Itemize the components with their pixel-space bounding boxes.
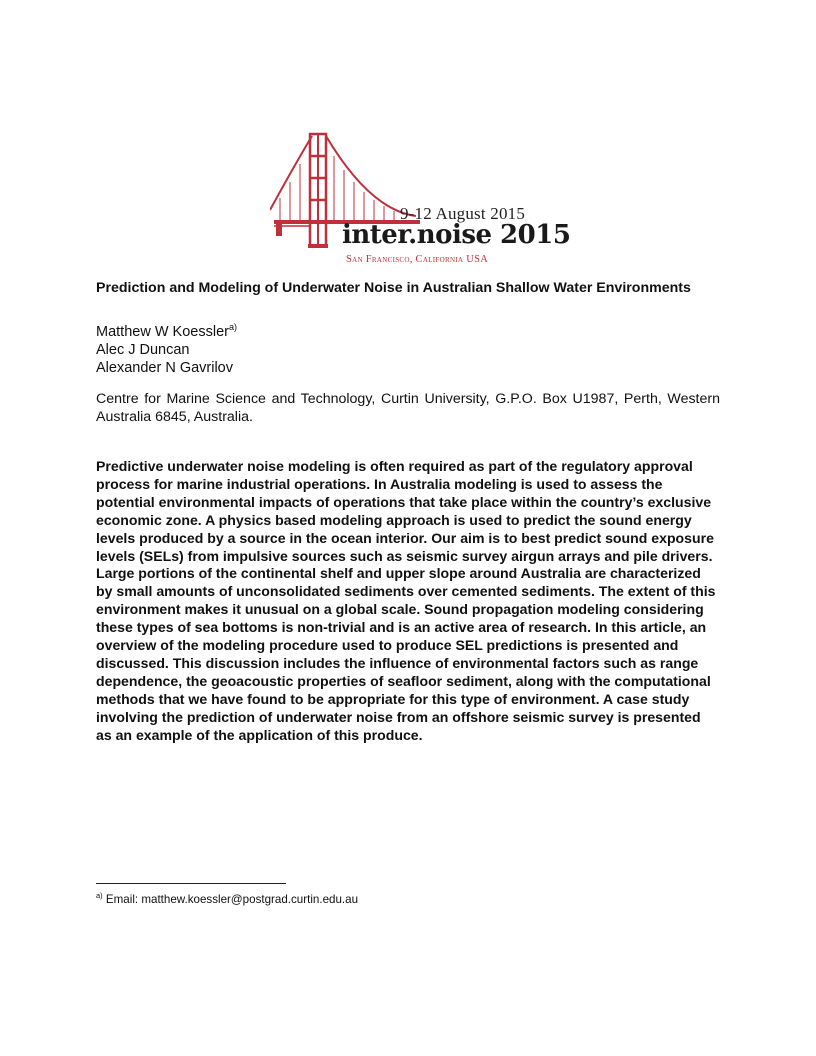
author-name: Alec J Duncan [96, 341, 190, 358]
affiliation: Centre for Marine Science and Technology, Curtin University, G.P.O. Box U1987, Perth, Western Australia 6845, Australia. [96, 391, 720, 425]
footnote-divider [96, 883, 286, 884]
author [96, 359, 237, 377]
author-name: Alexander N Gavrilov [96, 359, 233, 376]
author [96, 341, 237, 359]
conference-logo [270, 126, 571, 270]
event-location: San Francisco, California USA [346, 254, 489, 265]
paper-title: Prediction and Modeling of Underwater Noise in Australian Shallow Water Environments [96, 280, 691, 296]
author-name: Matthew W Koessler [96, 323, 229, 340]
author [96, 318, 237, 341]
abstract: Predictive underwater noise modeling is often required as part of the regulatory approval process for marine industrial operations. In Australia modeling is used to assess the potential environmental impacts of operations that take place within the country’s exclusive economic zone. A physics based modeling approach is used to predict the sound energy levels produced by a source in the ocean interior. Our aim is to best predict sound exposure levels (SELs) from impulsive sources such as seismic survey airgun arrays and pile drivers. Large portions of the continental shelf and upper slope around Australia are characterized by small amounts of unconsolidated sediments over cemented sediments. The extent of this environment makes it unusual on a global scale. Sound propagation modeling considering these types of sea bottoms is non-trivial and is an active area of research. In this article, an overview of the modeling procedure used to produce SEL predictions is presented and discussed. This discussion includes the influence of environmental factors such as range dependence, the geoacoustic properties of seafloor sediment, along with the computational methods that we have found to be appropriate for this type of environment. A case study involving the prediction of underwater noise from an offshore seismic survey is presented as an example of the application of this produce. [96, 458, 716, 743]
footnote-mark: a) [228, 322, 237, 332]
author-list [96, 318, 237, 377]
footnote [96, 891, 358, 906]
footnote-mark: a) [96, 891, 103, 900]
footnote-email: Email: matthew.koessler@postgrad.curtin.edu.au [105, 892, 359, 906]
event-name: inter.noise 2015 [342, 220, 571, 250]
event-date: 9-12 August 2015 [400, 204, 526, 223]
